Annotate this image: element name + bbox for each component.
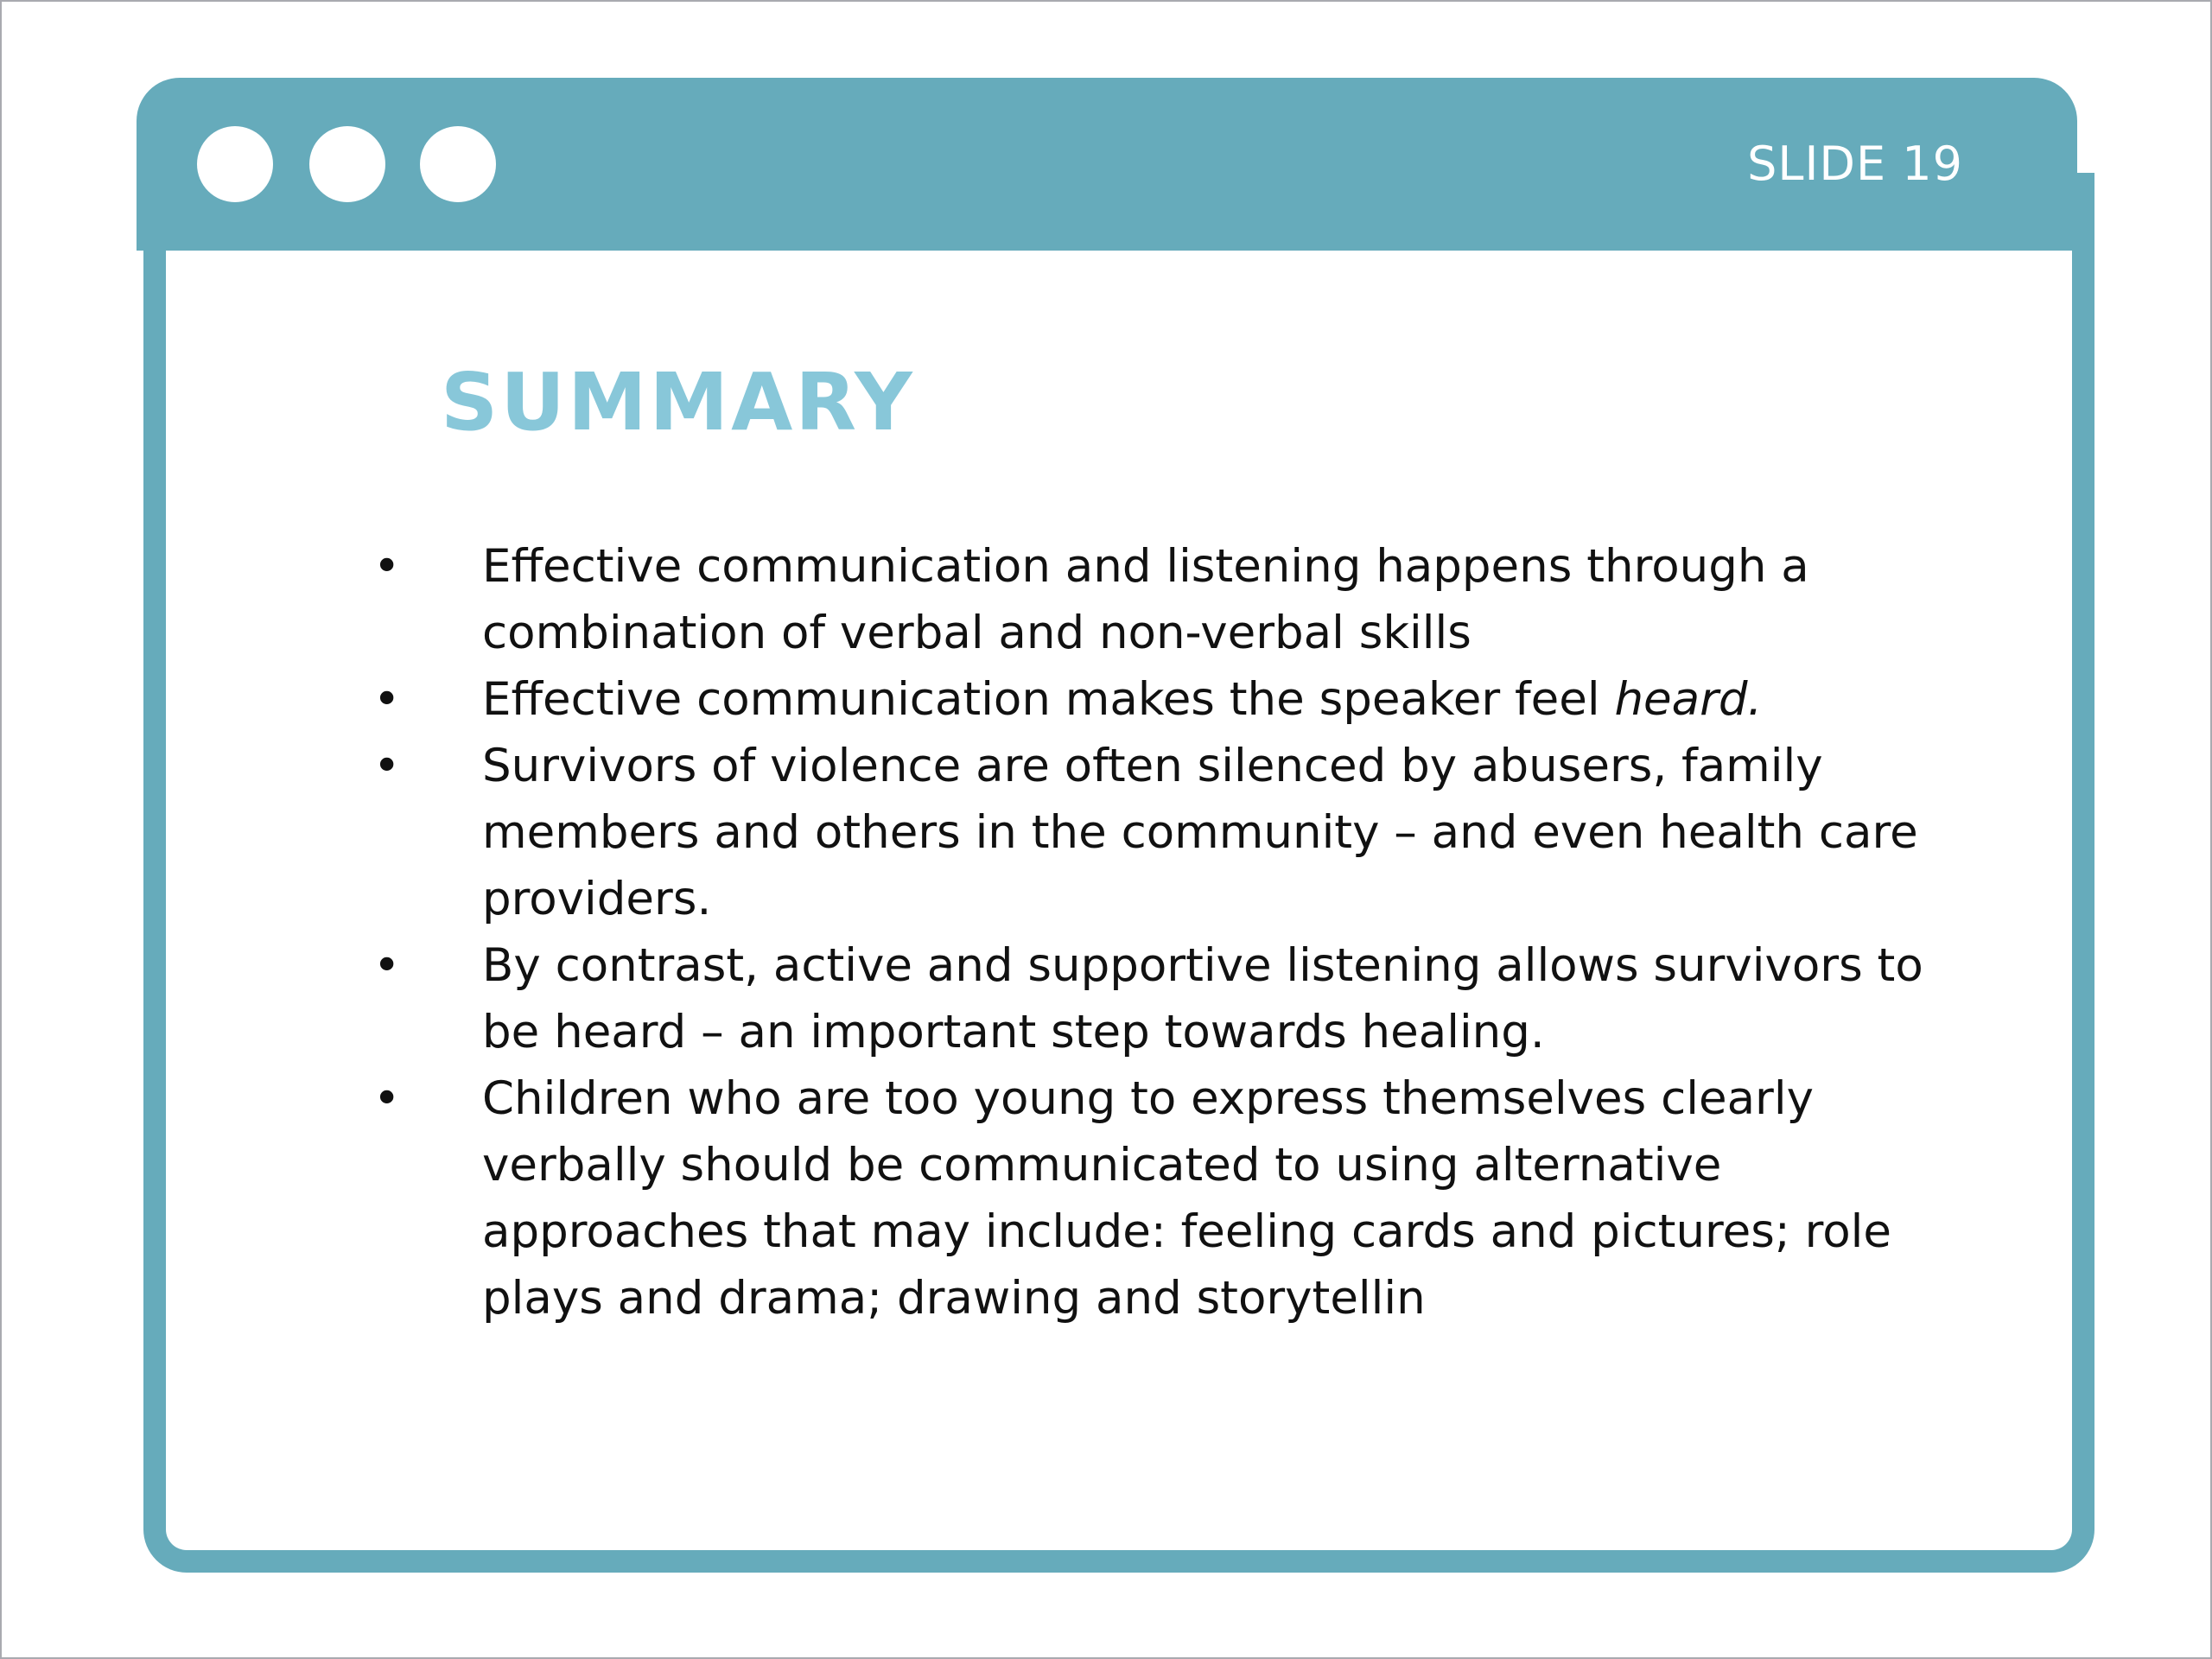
bullet-text: Survivors of violence are often silenced by abusers, family members and others in the community – and even health care providers.: [482, 740, 1918, 925]
list-item: [365, 932, 1937, 1065]
bullet-icon: •: [373, 740, 401, 792]
bullet-icon: •: [373, 1072, 401, 1125]
bullet-icon: •: [373, 939, 401, 992]
bullet-icon: •: [373, 540, 401, 593]
list-item: [365, 666, 1937, 733]
list-item: [365, 1065, 1937, 1332]
bullet-text: By contrast, active and supportive listening allows survivors to be heard – an important step towards healing.: [482, 939, 1923, 1058]
bullet-text: Children who are too young to express themselves clearly verbally should be communicated to using alternative approaches that may include: feeling cards and pictures; role plays and drama; drawing and storytellin: [482, 1072, 1891, 1325]
list-item: [365, 733, 1937, 932]
window-dot-icon: [420, 126, 496, 202]
bullet-text: Effective communication and listening happens through a combination of verbal and non-verbal skills: [482, 540, 1809, 659]
slide-number: SLIDE 19: [1747, 137, 1963, 191]
bullet-emphasis: heard.: [1614, 673, 1763, 726]
title-bar: [137, 78, 2077, 251]
page-title: SUMMARY: [441, 356, 915, 448]
bullet-icon: •: [373, 673, 401, 726]
window-dot-icon: [309, 126, 385, 202]
window-dot-icon: [197, 126, 273, 202]
list-item: [365, 533, 1937, 666]
summary-bullet-list: [365, 533, 1937, 1332]
bullet-text: Effective communication makes the speaker feel: [482, 673, 1615, 726]
